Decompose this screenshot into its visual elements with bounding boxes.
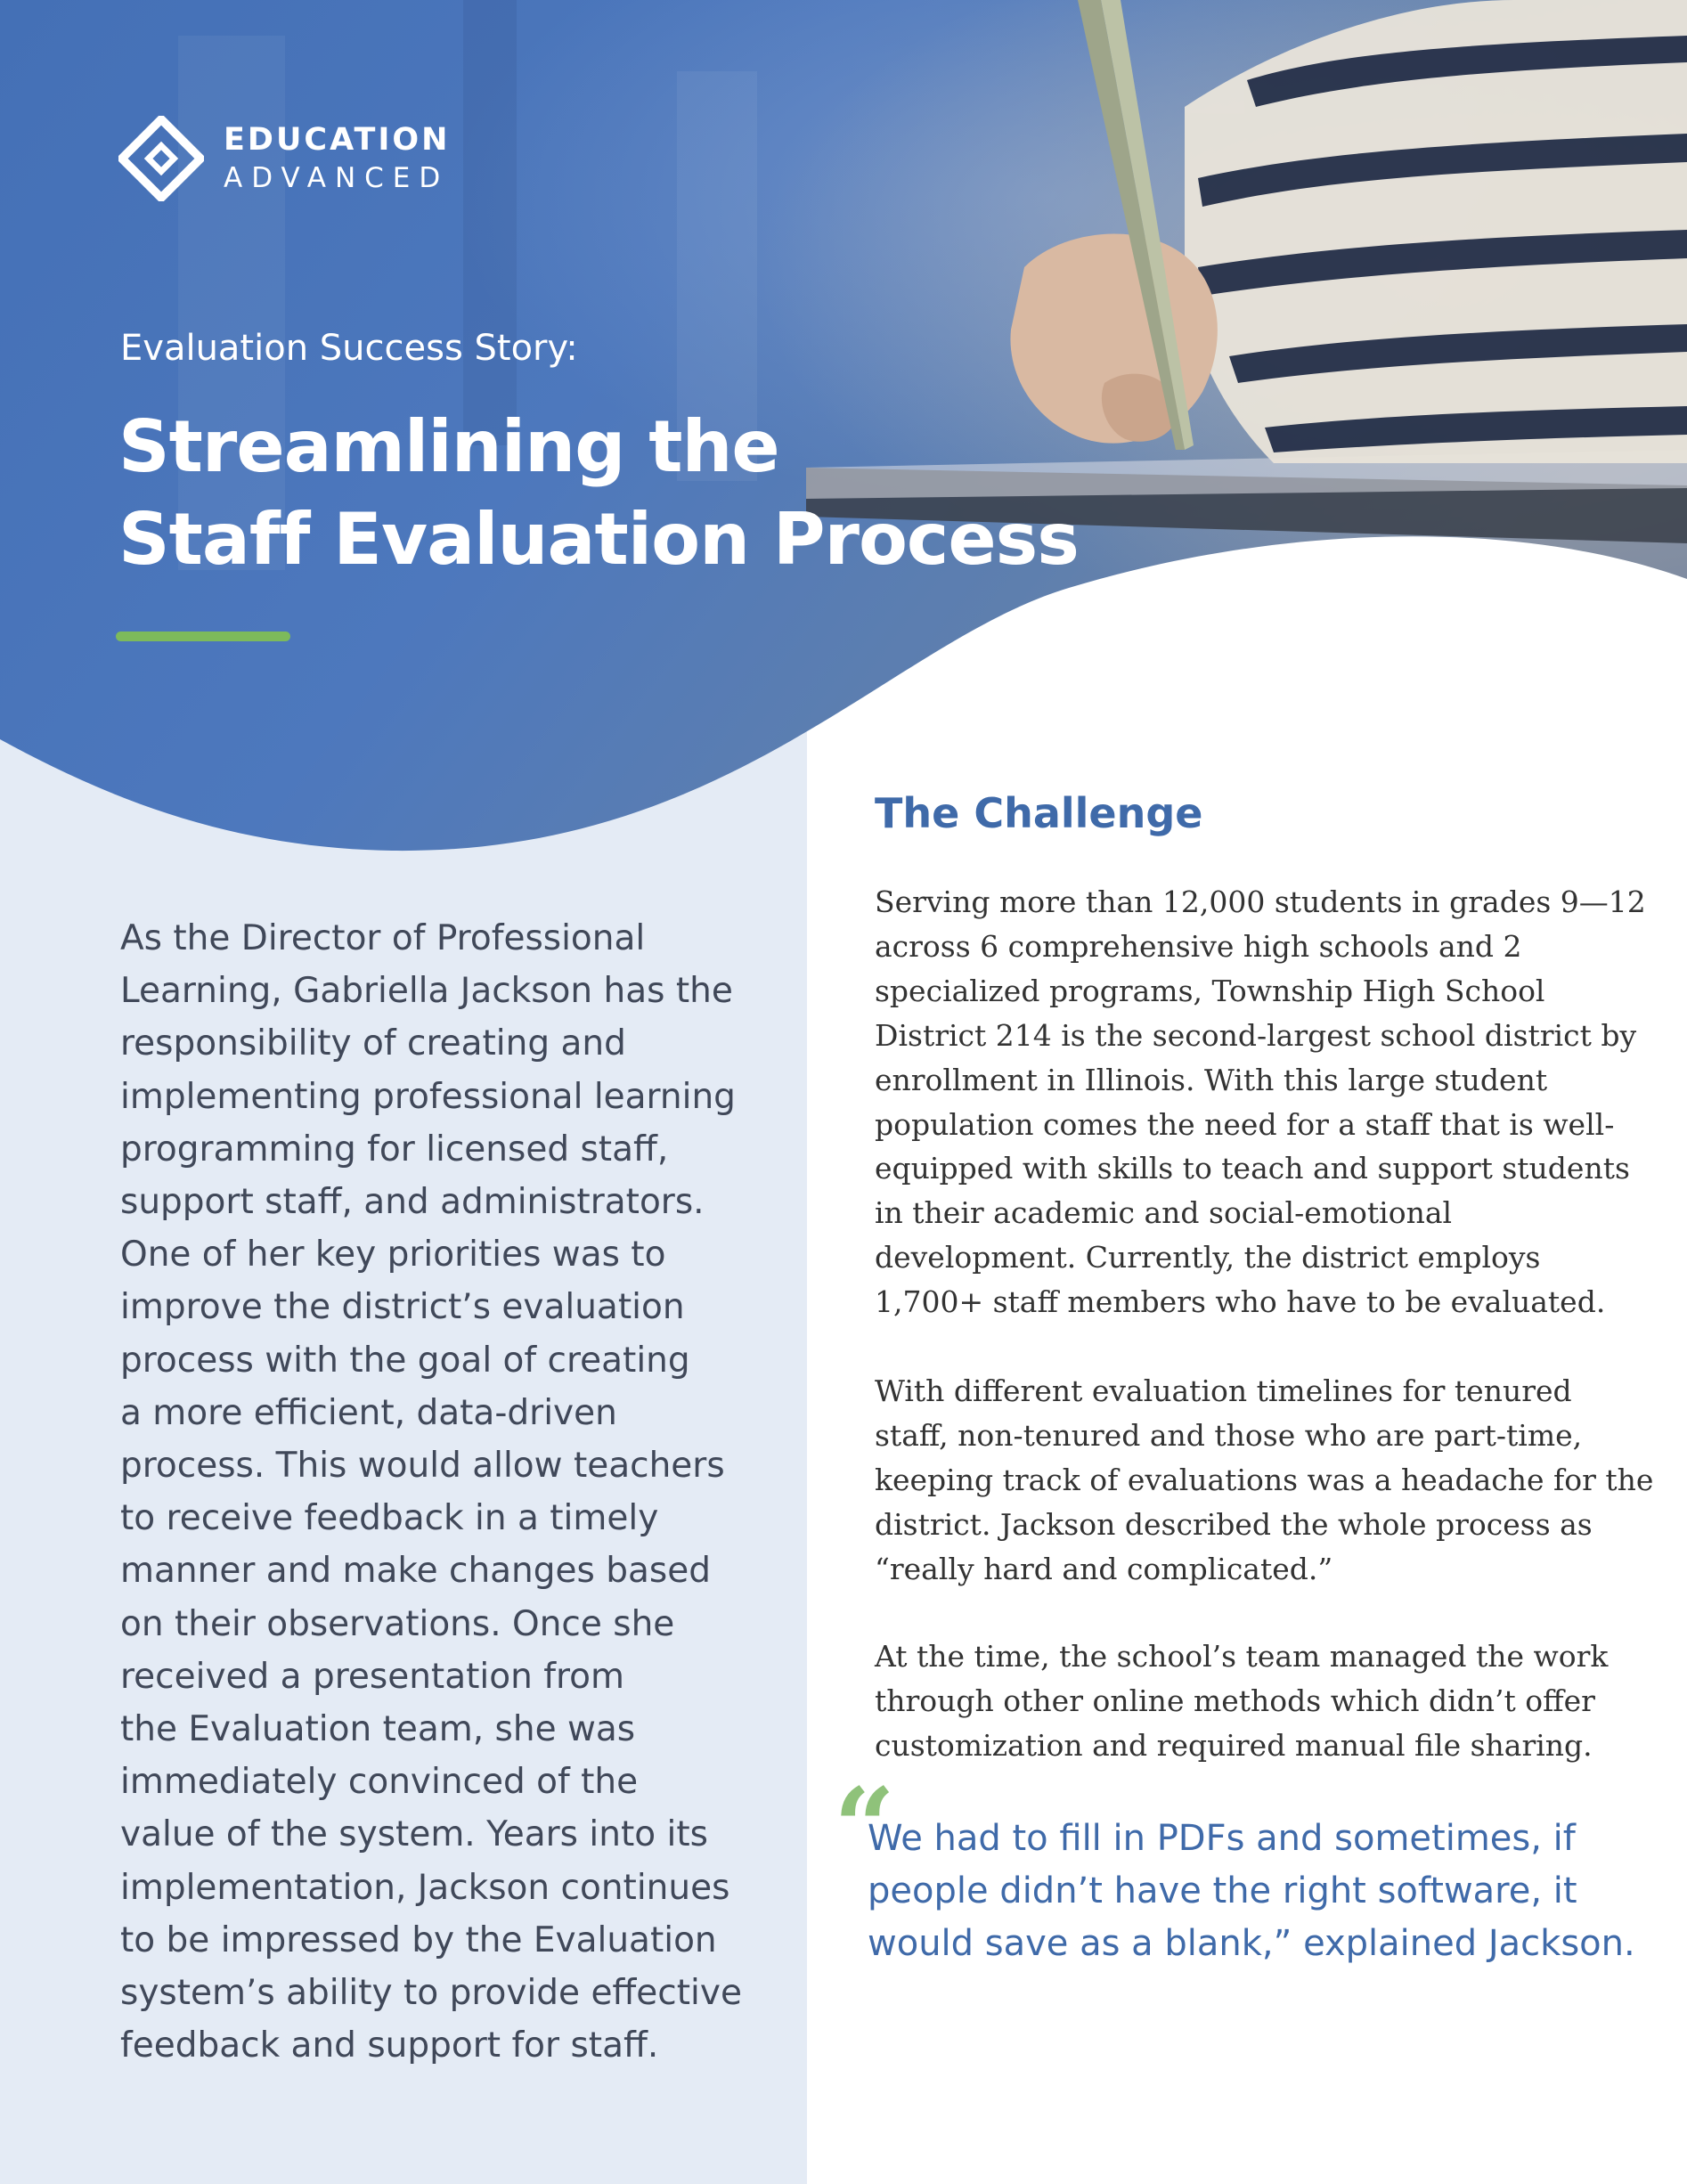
text-line: district. Jackson described the whole process as — [875, 1506, 1593, 1542]
text-line: on their observations. Once she — [120, 1603, 675, 1644]
text-line: District 214 is the second-largest school district by — [875, 1017, 1637, 1053]
text-line: the Evaluation team, she was — [120, 1709, 636, 1750]
text-line: process. This would allow teachers — [120, 1446, 725, 1487]
brand-name-line1: EDUCATION — [224, 122, 451, 158]
text-line: feedback and support for staff. — [120, 2025, 659, 2066]
quote-line: people didn’t have the right software, it — [868, 1870, 1577, 1911]
text-line: a more efficient, data-driven — [120, 1392, 617, 1433]
text-line: improve the district’s evaluation — [120, 1287, 685, 1328]
text-line: responsibility of creating and — [120, 1023, 626, 1064]
title-line: Streamlining the — [118, 405, 779, 488]
brand-name-line2: ADVANCED — [224, 162, 450, 194]
text-line: With different evaluation timelines for tenured — [875, 1373, 1572, 1408]
education-advanced-logo-icon — [118, 116, 204, 201]
text-line: equipped with skills to teach and support students — [875, 1151, 1630, 1186]
quote-line: We had to fill in PDFs and sometimes, if — [868, 1818, 1576, 1859]
pull-quote — [868, 1813, 1651, 1970]
text-line: received a presentation from — [120, 1656, 624, 1697]
challenge-paragraph-2 — [875, 1369, 1654, 1592]
text-line: process with the goal of creating — [120, 1340, 690, 1381]
text-line: to receive feedback in a timely — [120, 1498, 659, 1539]
text-line: Serving more than 12,000 students in grades 9—12 — [875, 884, 1646, 919]
text-line: “really hard and complicated.” — [875, 1551, 1333, 1586]
title-accent-rule — [116, 632, 290, 641]
text-line: enrollment in Illinois. With this large student — [875, 1062, 1548, 1097]
challenge-heading: The Challenge — [875, 789, 1203, 837]
text-line: At the time, the school’s team managed the work — [875, 1639, 1609, 1674]
text-line: value of the system. Years into its — [120, 1814, 708, 1855]
page-title — [118, 401, 1187, 586]
text-line: implementation, Jackson continues — [120, 1867, 730, 1908]
brand-wordmark — [224, 122, 451, 194]
quote-line: would save as a blank,” explained Jackson. — [868, 1923, 1635, 1964]
text-line: keeping track of evaluations was a headache for the — [875, 1462, 1654, 1497]
text-line: development. Currently, the district employs — [875, 1240, 1541, 1275]
brand-logo — [118, 116, 450, 201]
text-line: 1,700+ staff members who have to be evaluated. — [875, 1284, 1606, 1320]
text-line: staff, non-tenured and those who are part-time, — [875, 1417, 1583, 1453]
text-line: Learning, Gabriella Jackson has the — [120, 971, 733, 1012]
text-line: manner and make changes based — [120, 1551, 711, 1592]
challenge-paragraph-3 — [875, 1634, 1623, 1768]
text-line: implementing professional learning — [120, 1076, 736, 1117]
story-kicker: Evaluation Success Story: — [120, 328, 578, 369]
text-line: population comes the need for a staff that is well- — [875, 1106, 1615, 1142]
text-line: immediately convinced of the — [120, 1762, 639, 1803]
title-line: Staff Evaluation Process — [118, 498, 1079, 581]
text-line: programming for licensed staff, — [120, 1129, 669, 1169]
text-line: specialized programs, Township High School — [875, 973, 1545, 1008]
quote-mark-icon: “ — [834, 1764, 896, 1890]
text-line: system’s ability to provide effective — [120, 1973, 742, 2014]
text-line: customization and required manual file sharing. — [875, 1727, 1593, 1763]
text-line: to be impressed by the Evaluation — [120, 1919, 717, 1960]
text-line: support staff, and administrators. — [120, 1182, 705, 1223]
text-line: As the Director of Professional — [120, 918, 646, 958]
text-line: through other online methods which didn’t offer — [875, 1683, 1595, 1718]
text-line: in their academic and social-emotional — [875, 1195, 1453, 1231]
text-line: One of her key priorities was to — [120, 1235, 666, 1275]
intro-paragraph — [120, 912, 744, 2072]
text-line: across 6 comprehensive high schools and 2 — [875, 928, 1522, 964]
challenge-paragraph-1 — [875, 880, 1646, 1324]
